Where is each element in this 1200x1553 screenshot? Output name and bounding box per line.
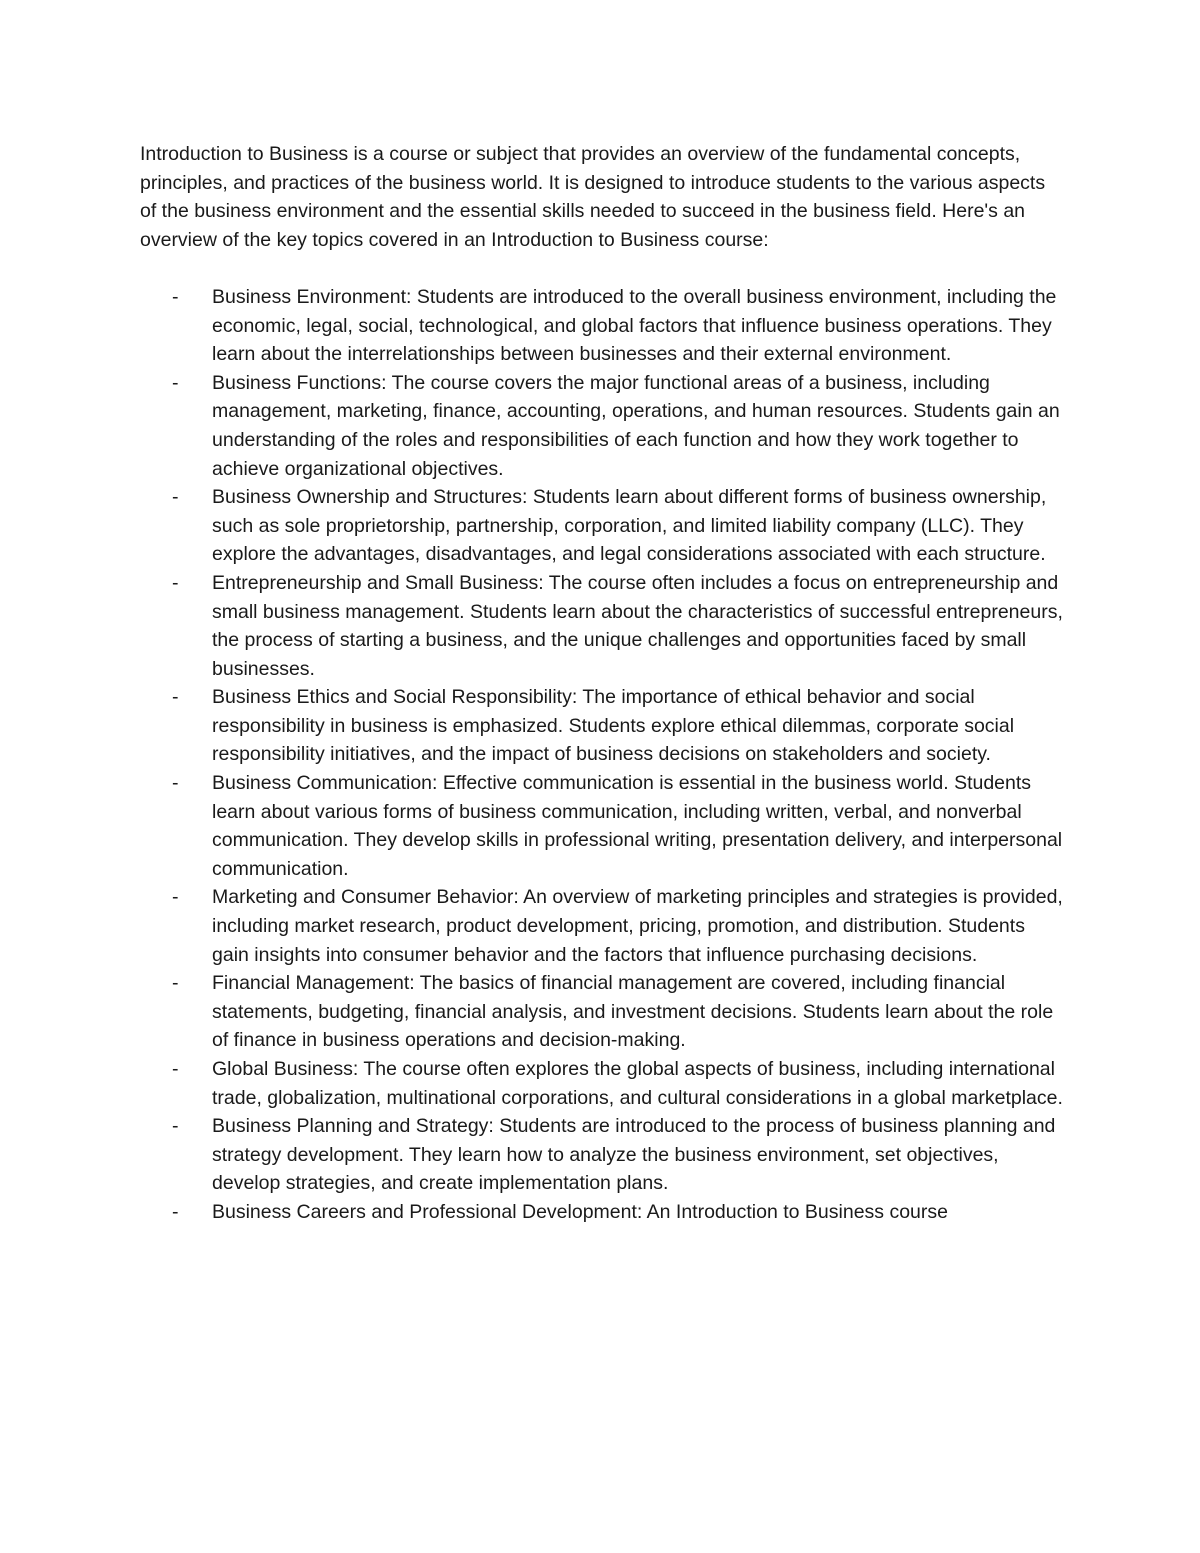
bullet-dash: - (172, 686, 179, 709)
list-item-text: Business Ethics and Social Responsibility: The importance of ethical behavior and social responsibility in business is emphasized. Students explore ethical dilemmas, corporate social responsibility initiatives, and the impact of business decisions on stakeholders and society. (212, 686, 1015, 766)
list-item (140, 283, 1065, 369)
list-item (140, 683, 1065, 769)
bullet-dash: - (172, 371, 179, 394)
intro-paragraph: Introduction to Business is a course or subject that provides an overview of the fundamental concepts, principles, and practices of the business world. It is designed to introduce students to the various aspects of the business environment and the essential skills needed to succeed in the business field. Here's an overview of the key topics covered in an Introduction to Business course: (140, 143, 1046, 251)
list-item-text: Business Environment: Students are introduced to the overall business environment, including the economic, legal, social, technological, and global factors that influence business operations. They learn about the interrelationships between businesses and their external environment. (212, 285, 1057, 366)
bullet-dash: - (172, 972, 179, 995)
list-item-text: Business Communication: Effective communication is essential in the business world. Students learn about various forms of business communication, including written, verbal, and nonverbal communication. They develop skills in professional writing, presentation delivery, and interpersonal communication. (212, 772, 1063, 880)
list-item (140, 969, 1065, 1055)
list-item-text: Business Planning and Strategy: Students are introduced to the process of business planning and strategy development. They learn how to analyze the business environment, set objectives, develop strategies, and create implementation plans. (212, 1115, 1056, 1195)
bullet-dash: - (172, 1200, 179, 1223)
list-item (140, 769, 1065, 883)
list-item (140, 369, 1065, 483)
list-item-text: Marketing and Consumer Behavior: An overview of marketing principles and strategies is provided, including market research, product development, pricing, promotion, and distribution. Students gain insights into consumer behavior and the factors that influence purchasing decisions. (212, 886, 1063, 966)
bullet-dash: - (172, 285, 179, 308)
list-item-text: Business Functions: The course covers the major functional areas of a business, including management, marketing, finance, accounting, operations, and human resources. Students gain an understanding of the roles and responsibilities of each function and how they work together to achieve organizational objectives. (212, 371, 1060, 480)
topic-list (140, 283, 1065, 1227)
list-item (140, 1055, 1065, 1112)
list-item-text: Entrepreneurship and Small Business: The course often includes a focus on entrepreneurship and small business management. Students learn about the characteristics of successful entrepreneurs, the process of starting a business, and the unique challenges and opportunities faced by small businesses. (212, 571, 1063, 680)
list-item-text: Global Business: The course often explores the global aspects of business, including international trade, globalization, multinational corporations, and cultural considerations in a global marketplace. (212, 1058, 1063, 1109)
list-item-text: Financial Management: The basics of financial management are covered, including financial statements, budgeting, financial analysis, and investment decisions. Students learn about the role of finance in business operations and decision-making. (212, 972, 1054, 1052)
list-item (140, 569, 1065, 683)
list-item (140, 483, 1065, 569)
list-item-text: Business Ownership and Structures: Students learn about different forms of business ownership, such as sole proprietorship, partnership, corporation, and limited liability company (LLC). They explore the advantages, disadvantages, and legal considerations associated with each structure. (212, 486, 1047, 566)
document-body (140, 140, 1065, 1227)
bullet-dash: - (172, 1115, 179, 1138)
list-item-text: Business Careers and Professional Development: An Introduction to Business course (212, 1200, 948, 1223)
bullet-dash: - (172, 886, 179, 909)
bullet-dash: - (172, 772, 179, 795)
bullet-dash: - (172, 1058, 179, 1080)
bullet-dash: - (172, 571, 179, 594)
list-item (140, 1112, 1065, 1198)
list-item (140, 883, 1065, 969)
bullet-dash: - (172, 486, 179, 509)
list-item (140, 1198, 1065, 1227)
